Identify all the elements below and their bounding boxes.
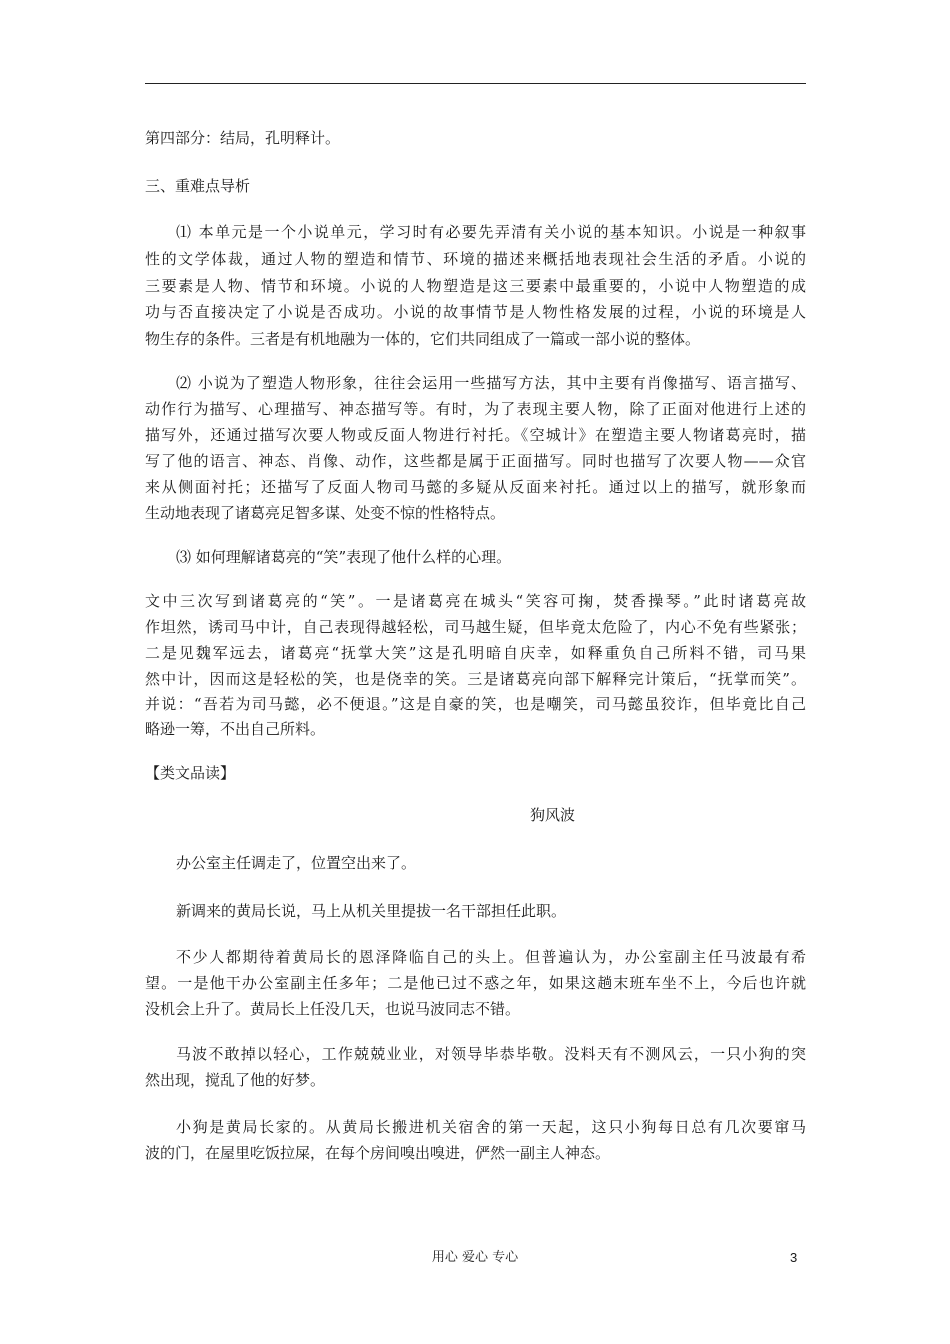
story-para3-line-1: 不少人都期待着黄局长的恩泽降临自己的头上。但普遍认为，办公室副主任马波最有希 [176, 948, 806, 966]
story-para3-line-2: 望。一是他干办公室副主任多年；二是他已过不惑之年，如果这趟末班车坐不上，今后也许就 [145, 974, 806, 992]
para1-line-2: 性的文学体裁，通过人物的塑造和情节、环境的描述来概括地表现社会生活的矛盾。小说的 [145, 250, 806, 268]
story-para4-line-2: 然出现，搅乱了他的好梦。 [145, 1071, 326, 1089]
story-para4-line-1: 马波不敢掉以轻心，工作兢兢业业，对领导毕恭毕敬。没料天有不测风云，一只小狗的突 [176, 1045, 806, 1063]
story-title: 狗风波 [530, 806, 576, 824]
para2-line-1: ⑵ 小说为了塑造人物形象，往往会运用一些描写方法，其中主要有肖像描写、语言描写、 [176, 374, 806, 392]
section-four-line: 第四部分：结局，孔明释计。 [145, 129, 341, 147]
page-number: 3 [790, 1250, 798, 1265]
para2-line-2: 动作行为描写、心理描写、神态描写等。有时，为了表现主要人物，除了正面对他进行上述的 [145, 400, 806, 418]
para1-line-3: 三要素是人物、情节和环境。小说的人物塑造是这三要素中最重要的，小说中人物塑造的成 [145, 277, 806, 295]
para4-line-1: 文中三次写到诸葛亮的“笑”。一是诸葛亮在城头“笑容可掬，焚香操琴。”此时诸葛亮故 [145, 592, 806, 610]
header-rule [145, 83, 806, 84]
para2-line-4: 写了他的语言、神态、肖像、动作，这些都是属于正面描写。同时也描写了次要人物——众官 [145, 452, 806, 470]
para1-line-1: ⑴ 本单元是一个小说单元，学习时有必要先弄清有关小说的基本知识。小说是一种叙事 [176, 223, 806, 241]
para2-line-6: 生动地表现了诸葛亮足智多谋、处变不惊的性格特点。 [145, 504, 506, 522]
para2-line-3: 描写外，还通过描写次要人物或反面人物进行衬托。《空城计》在塑造主要人物诸葛亮时，描 [145, 426, 806, 444]
para3-line: ⑶ 如何理解诸葛亮的“笑”表现了他什么样的心理。 [176, 548, 512, 566]
para4-line-5: 并说：“吾若为司马懿，必不便退。”这是自豪的笑，也是嘲笑，司马懿虽狡诈，但毕竟比自己 [145, 695, 806, 713]
para4-line-2: 作坦然，诱司马中计，自己表现得越轻松，司马越生疑，但毕竟太危险了，内心不免有些紧张； [145, 618, 806, 636]
para4-line-3: 二是见魏军远去，诸葛亮“抚掌大笑”这是孔明暗自庆幸，如释重负自己所料不错，司马果 [145, 644, 806, 662]
para4-line-6: 略逊一筹，不出自己所料。 [145, 720, 326, 738]
heading-key-points: 三、重难点导析 [145, 177, 251, 195]
story-para5-line-2: 波的门，在屋里吃饭拉屎，在每个房间嗅出嗅进，俨然一副主人神态。 [145, 1144, 611, 1162]
para4-line-4: 然中计，因而这是轻松的笑，也是侥幸的笑。三是诸葛亮向部下解释完计策后，“抚掌而笑”。 [145, 670, 806, 688]
para1-line-4: 功与否直接决定了小说是否成功。小说的故事情节是人物性格发展的过程，小说的环境是人 [145, 303, 806, 321]
story-para3-line-3: 没机会上升了。黄局长上任没几天，也说马波同志不错。 [145, 1000, 521, 1018]
story-para1: 办公室主任调走了，位置空出来了。 [176, 854, 417, 872]
para2-line-5: 来从侧面衬托；还描写了反面人物司马懿的多疑从反面来衬托。通过以上的描写，就形象而 [145, 478, 806, 496]
reading-heading: 【类文品读】 [145, 764, 236, 782]
story-para5-line-1: 小狗是黄局长家的。从黄局长搬进机关宿舍的第一天起，这只小狗每日总有几次要窜马 [176, 1118, 806, 1136]
footer-motto: 用心 爱心 专心 [431, 1250, 519, 1265]
story-para2: 新调来的黄局长说，马上从机关里提拔一名干部担任此职。 [176, 902, 567, 920]
para1-line-5: 物生存的条件。三者是有机地融为一体的，它们共同组成了一篇或一部小说的整体。 [145, 330, 701, 348]
